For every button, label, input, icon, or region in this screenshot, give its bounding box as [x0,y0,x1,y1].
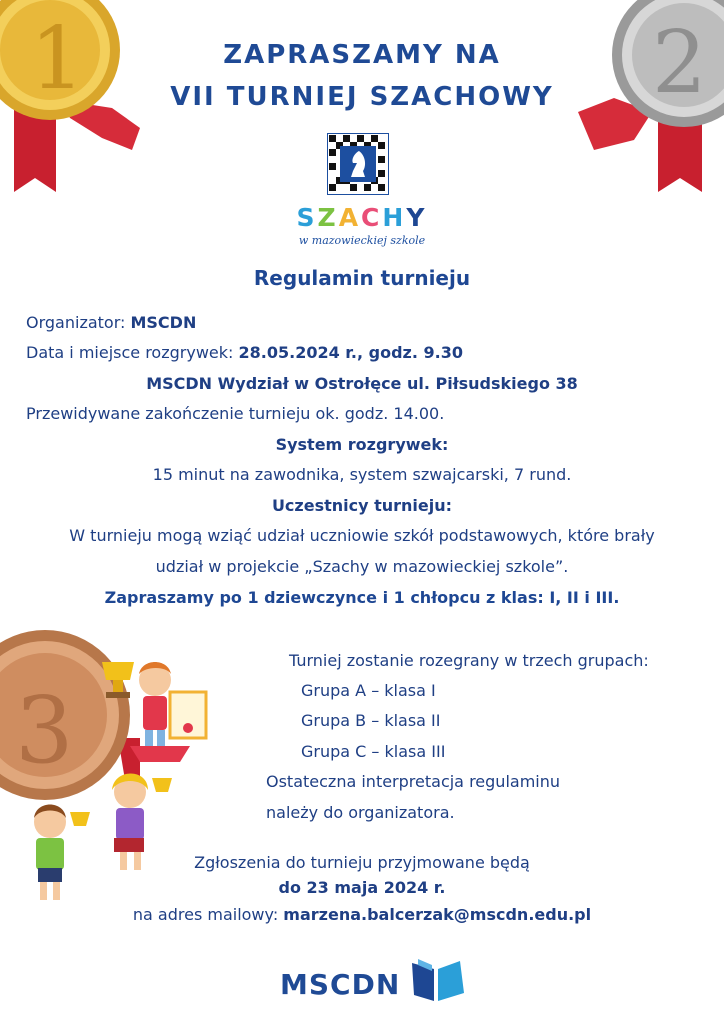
email-link[interactable]: marzena.balcerzak@mscdn.edu.pl [283,905,592,924]
silver-medal-number: 2 [652,13,707,113]
title-line-2: VII TURNIEJ SZACHOWY [170,82,554,112]
brand-logo-text [0,203,724,232]
footer-logo-text: MSCDN [280,968,401,1001]
end-time-line: Przewidywane zakończenie turnieju ok. godz. 14.00. [26,404,445,423]
email-label: na adres mailowy: [132,905,284,924]
date-label: Data i miejsce rozgrywek: [26,343,239,362]
participants-heading: Uczestnicy turnieju: [271,496,453,515]
registration-line: Zgłoszenia do turnieju przyjmowane będą [194,853,530,872]
brand-letter: A [338,203,362,232]
invite-line: Zapraszamy po 1 dziewczynce i 1 chłopcu z klas: I, II i III. [104,588,620,607]
organizer-label: Organizator: [26,313,131,332]
group-item-c: Grupa C – klasa III [301,742,446,761]
interpretation-line-1: Ostateczna interpretacja regulaminu [266,772,560,791]
bronze-medal-number: 3 [15,677,74,784]
title-line-1: ZAPRASZAMY NA [223,40,501,70]
rules-heading: Regulamin turnieju [253,266,471,290]
venue-line: MSCDN Wydział w Ostrołęce ul. Piłsudskiego 38 [146,374,578,393]
groups-intro: Turniej zostanie rozegrany w trzech grupach: [289,651,649,670]
brand-letter: H [382,203,407,232]
organizer-value: MSCDN [130,313,197,332]
open-book-logo-icon [408,957,468,1003]
date-value: 28.05.2024 r., godz. 9.30 [238,343,463,362]
brand-tagline: w mazowieckiej szkole [298,234,426,247]
participants-line-2: udział w projekcie „Szachy w mazowieckiej szkole”. [155,557,569,576]
brand-letter: Y [406,203,428,232]
brand-letter: C [361,203,383,232]
system-text: 15 minut na zawodnika, system szwajcarski, 7 rund. [152,465,572,484]
chess-board-logo-icon [327,133,389,195]
group-item-a: Grupa A – klasa I [301,681,436,700]
email-line [0,905,724,924]
registration-deadline: do 23 maja 2024 r. [278,878,446,897]
gold-medal-number: 1 [30,9,85,109]
interpretation-line-2: należy do organizatora. [266,803,455,822]
brand-letter: Z [317,203,339,232]
brand-letter: S [296,203,318,232]
organizer-line [26,313,196,332]
group-item-b: Grupa B – klasa II [301,711,441,730]
participants-line-1: W turnieju mogą wziąć udział uczniowie szkół podstawowych, które brały [69,526,655,545]
date-line [26,343,463,362]
system-heading: System rozgrywek: [275,435,449,454]
